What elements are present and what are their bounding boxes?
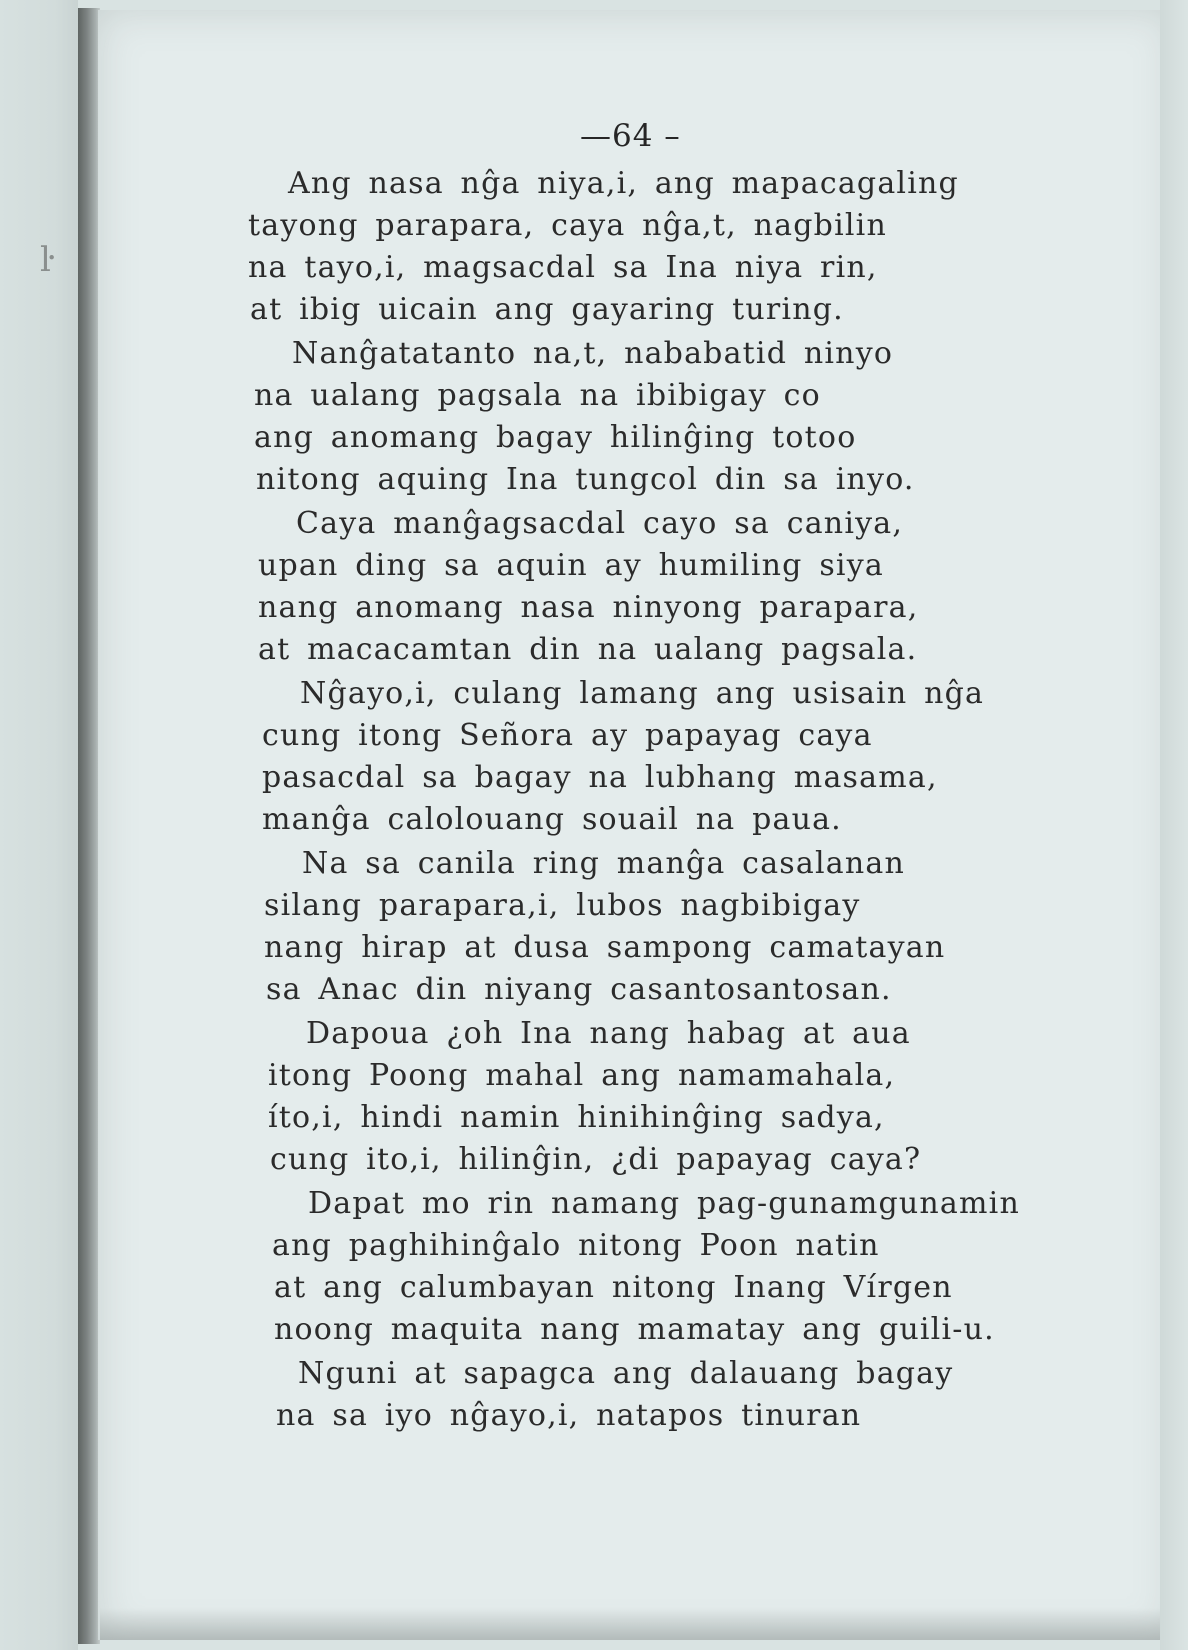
verse-line: cung itong Señora ay papayag caya <box>262 718 873 753</box>
verse-line: Nguni at sapagca ang dalauang bagay <box>298 1356 954 1391</box>
verse-line: na sa iyo nĝayo,i, natapos tinuran <box>276 1398 862 1433</box>
verse-line: Dapoua ¿oh Ina nang habag at aua <box>306 1016 911 1051</box>
verse-line: upan ding sa aquin ay humiling siya <box>258 548 884 583</box>
verse-line: at ibig uicain ang gayaring turing. <box>250 292 844 327</box>
verse-line: manĝa calolouang souail na paua. <box>262 802 842 837</box>
verse-line: Na sa canila ring manĝa casalanan <box>302 846 905 881</box>
verse-line: Nanĝatatanto na,t, nababatid ninyo <box>292 336 894 371</box>
left-margin-strip <box>0 0 78 1650</box>
verse-line: Nĝayo,i, culang lamang ang usisain nĝa <box>300 676 985 711</box>
verse-line: na ualang pagsala na ibibigay co <box>254 378 821 413</box>
verse-line: pasacdal sa bagay na lubhang masama, <box>262 760 938 795</box>
verse-line: ang paghihinĝalo nitong Poon natin <box>272 1228 880 1263</box>
verse-line: nitong aquing Ina tungcol din sa inyo. <box>256 462 915 497</box>
verse-line: cung ito,i, hilinĝin, ¿di papayag caya? <box>270 1142 922 1177</box>
verse-line: sa Anac din niyang casantosantosan. <box>266 972 892 1007</box>
page-bottom-shadow <box>100 1608 1170 1640</box>
verse-line: noong maquita nang mamatay ang guili-u. <box>274 1312 995 1347</box>
margin-mark: ŀ <box>40 240 51 280</box>
verse-line: itong Poong mahal ang namamahala, <box>268 1058 896 1093</box>
verse-line: at macacamtan din na ualang pagsala. <box>258 632 918 667</box>
verse-line: na tayo,i, magsacdal sa Ina niya rin, <box>248 250 878 285</box>
verse-line: nang hirap at dusa sampong camatayan <box>264 930 946 965</box>
verse-line: nang anomang nasa ninyong parapara, <box>258 590 919 625</box>
page-number: —64 – <box>580 118 681 154</box>
verse-line: tayong parapara, caya nĝa,t, nagbilin <box>248 208 887 243</box>
page-binding-shadow <box>78 8 100 1644</box>
verse-line: Ang nasa nĝa niya,i, ang mapacagaling <box>288 166 959 201</box>
verse-line: Dapat mo rin namang pag-gunamgunamin <box>308 1186 1020 1221</box>
verse-line: silang parapara,i, lubos nagbibigay <box>264 888 861 923</box>
verse-line: Caya manĝagsacdal cayo sa caniya, <box>296 506 904 541</box>
verse-line: íto,i, hindi namin hinihinĝing sadya, <box>268 1100 885 1135</box>
verse-line: ang anomang bagay hilinĝing totoo <box>254 420 857 455</box>
verse-line: at ang calumbayan nitong Inang Vírgen <box>274 1270 953 1305</box>
right-edge <box>1160 0 1188 1650</box>
